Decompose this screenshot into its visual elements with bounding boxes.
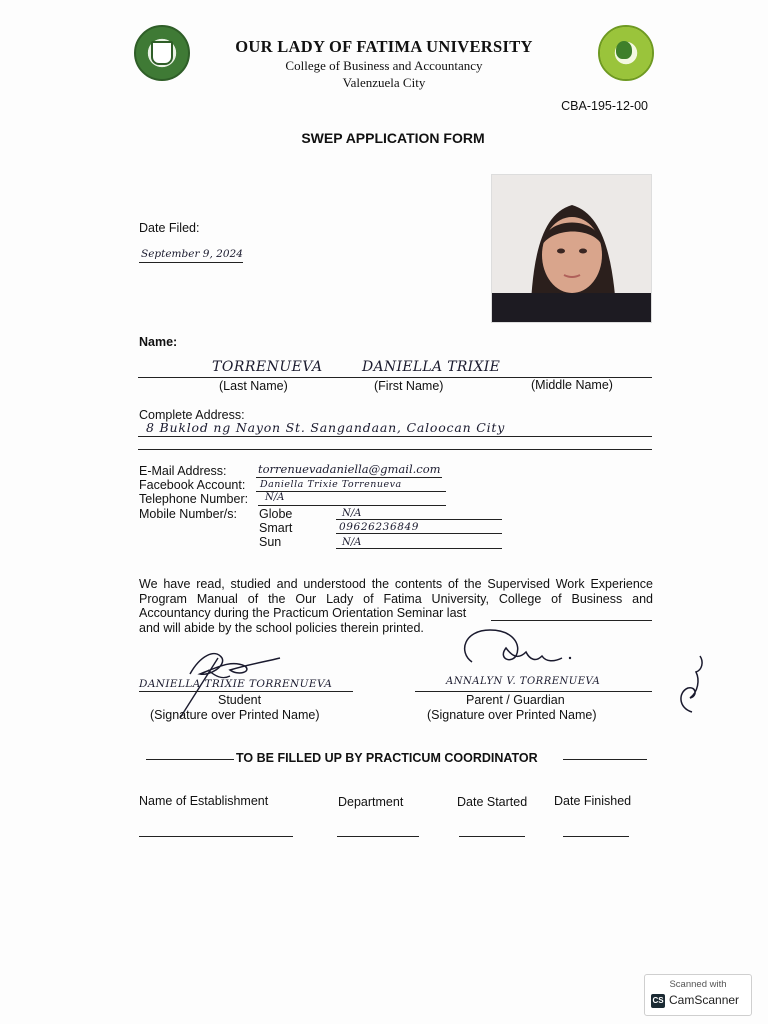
form-title: SWEP APPLICATION FORM — [301, 130, 485, 146]
facebook-line — [256, 491, 446, 492]
email-value: torrenuevadaniella@gmail.com — [258, 462, 441, 476]
watermark-scanned-with: Scanned with — [669, 979, 727, 990]
col-date-finished: Date Finished — [554, 794, 632, 808]
address-label: Complete Address: — [139, 408, 245, 422]
sun-value: N/A — [342, 537, 362, 548]
statement-line-2: Program Manual of the Our Lady of Fatima University, College of Business and — [139, 591, 653, 606]
telephone-line — [258, 505, 446, 506]
establishment-line — [139, 836, 293, 837]
globe-label: Globe — [259, 507, 293, 521]
date-filed-value: September 9, 2024 — [141, 248, 243, 260]
student-printed-name: DANIELLA TRIXIE TORRENUEVA — [139, 678, 333, 690]
first-name-caption: (First Name) — [374, 379, 444, 393]
date-started-line — [459, 836, 525, 837]
seminar-date-line — [491, 620, 652, 621]
smart-label: Smart — [259, 521, 293, 535]
coordinator-title: TO BE FILLED UP BY PRACTICUM COORDINATOR — [236, 751, 538, 765]
city-name: Valenzuela City — [342, 75, 426, 90]
parent-role: Parent / Guardian — [466, 693, 565, 707]
middle-name-caption: (Middle Name) — [531, 378, 613, 392]
email-label: E-Mail Address: — [139, 464, 227, 478]
date-filed-line — [139, 262, 243, 263]
student-role: Student — [218, 693, 262, 707]
department-line — [337, 836, 419, 837]
parent-signature-line — [415, 691, 652, 692]
col-department: Department — [338, 795, 404, 809]
last-name-value: TORRENUEVA — [212, 359, 323, 375]
parent-signature — [450, 622, 590, 682]
address-value: 8 Buklod ng Nayon St. Sangandaan, Caloocan City — [146, 420, 506, 435]
email-line — [256, 477, 442, 478]
camscanner-watermark — [644, 974, 752, 1016]
form-code: CBA-195-12-00 — [561, 99, 648, 113]
date-finished-line — [563, 836, 629, 837]
telephone-label: Telephone Number: — [139, 492, 249, 506]
facebook-label: Facebook Account: — [139, 478, 246, 492]
university-name: OUR LADY OF FATIMA UNIVERSITY — [235, 37, 533, 56]
applicant-photo-image — [492, 175, 651, 322]
statement-line-3: Accountancy during the Practicum Orientation Seminar last — [139, 606, 467, 620]
last-name-caption: (Last Name) — [219, 379, 288, 393]
student-signature-line — [139, 691, 353, 692]
parent-printed-name: ANNALYN V. TORRENUEVA — [446, 676, 601, 687]
sun-label: Sun — [259, 535, 282, 549]
applicant-photo — [491, 174, 652, 323]
mobile-label: Mobile Number/s: — [139, 507, 237, 521]
globe-line — [336, 519, 502, 520]
coordinator-dash-left — [146, 759, 234, 760]
watermark-brand: CamScanner — [669, 993, 740, 1007]
sun-line — [336, 548, 502, 549]
margin-initials-signature — [674, 652, 708, 716]
statement-line-4: and will abide by the school policies therein printed. — [139, 620, 424, 635]
smart-value: 09626236849 — [339, 521, 420, 533]
first-name-value: DANIELLA TRIXIE — [362, 359, 501, 375]
camscanner-badge-icon: CS — [651, 994, 665, 1008]
address-line-2 — [138, 449, 652, 450]
name-label: Name: — [139, 335, 178, 349]
col-establishment: Name of Establishment — [139, 794, 269, 808]
statement-line-1: We have read, studied and understood the contents of the Supervised Work Experience — [139, 577, 653, 591]
address-line-1 — [138, 436, 652, 437]
college-name: College of Business and Accountancy — [285, 58, 483, 73]
globe-value: N/A — [342, 508, 362, 519]
facebook-value: Daniella Trixie Torrenueva — [260, 479, 402, 490]
student-caption: (Signature over Printed Name) — [150, 708, 320, 722]
parent-caption: (Signature over Printed Name) — [427, 708, 597, 722]
date-filed-label: Date Filed: — [139, 221, 200, 235]
telephone-value: N/A — [265, 492, 285, 503]
coordinator-dash-right — [563, 759, 647, 760]
smart-line — [336, 533, 502, 534]
col-date-started: Date Started — [457, 795, 528, 809]
